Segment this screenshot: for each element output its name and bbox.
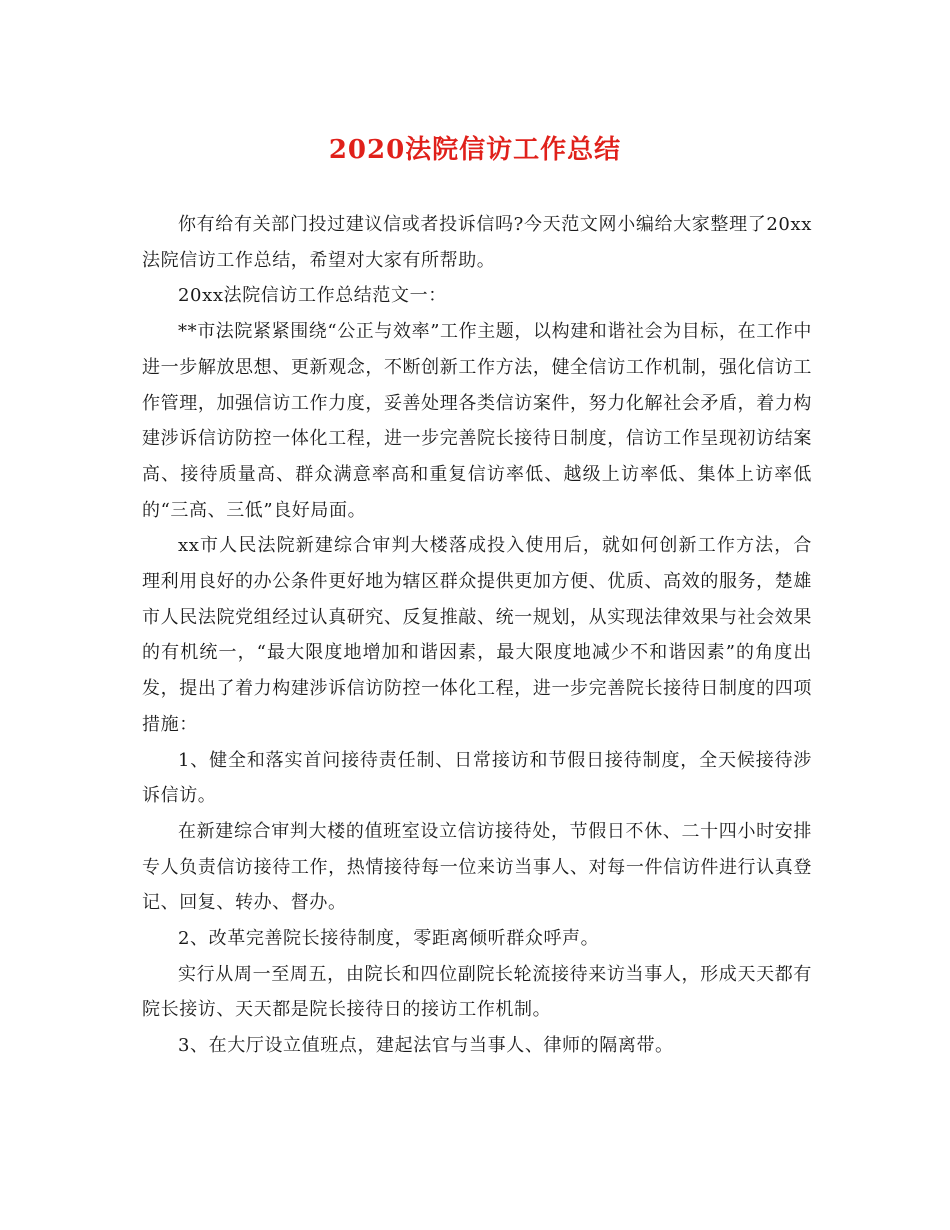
paragraph-measure-3: 3、在大厅设立值班点，建起法官与当事人、律师的隔离带。 (178, 1035, 674, 1057)
paragraph-measure-2-detail: 实行从周一至周五，由院长和四位副院长轮流接待来访当事人，形成天天都有院长接访、天天都是院长接待日的接访工作机制。 (142, 963, 812, 1021)
paragraph-measure-1-detail: 在新建综合审判大楼的值班室设立信访接待处，节假日不休、二十四小时安排专人负责信访接待工作，热情接待每一位来访当事人、对每一件信访件进行认真登记、回复、转办、督办。 (142, 820, 812, 914)
paragraph-sample-heading: 20xx法院信访工作总结范文一： (178, 285, 447, 307)
paragraph-intro: 你有给有关部门投过建议信或者投诉信吗?今天范文网小编给大家整理了20xx法院信访工作总结，希望对大家有所帮助。 (142, 214, 812, 271)
paragraph-measure-2: 2、改革完善院长接待制度，零距离倾听群众呼声。 (178, 928, 600, 950)
paragraph-measure-1: 1、健全和落实首问接待责任制、日常接访和节假日接待制度，全天候接待涉诉信访。 (142, 749, 812, 807)
paragraph-overview: **市法院紧紧围绕“公正与效率”工作主题，以构建和谐社会为目标，在工作中进一步解放思想、更新观念，不断创新工作方法，健全信访工作机制，强化信访工作管理，加强信访工作力度，妥善处理各类信访案件，努力化解社会矛盾，着力构建涉诉信访防控一体化工程，进一步完善院长接待日制度，信访工作呈现初访结案高、接待质量高、群众满意率高和重复信访率低、越级上访率低、集体上访率低的“三高、三低”良好局面。 (142, 321, 813, 521)
document-body (142, 207, 812, 1064)
paragraph-new-building: xx市人民法院新建综合审判大楼落成投入使用后，就如何创新工作方法，合理利用良好的办公条件更好地为辖区群众提供更加方便、优质、高效的服务，楚雄市人民法院党组经过认真研究、反复推敲、统一规划，从实现法律效果与社会效果的有机统一，“最大限度地增加和谐因素，最大限度地减少不和谐因素”的角度出发，提出了着力构建涉诉信访防控一体化工程，进一步完善院长接待日制度的四项措施： (142, 535, 812, 735)
document-title: 2020法院信访工作总结 (328, 135, 622, 165)
